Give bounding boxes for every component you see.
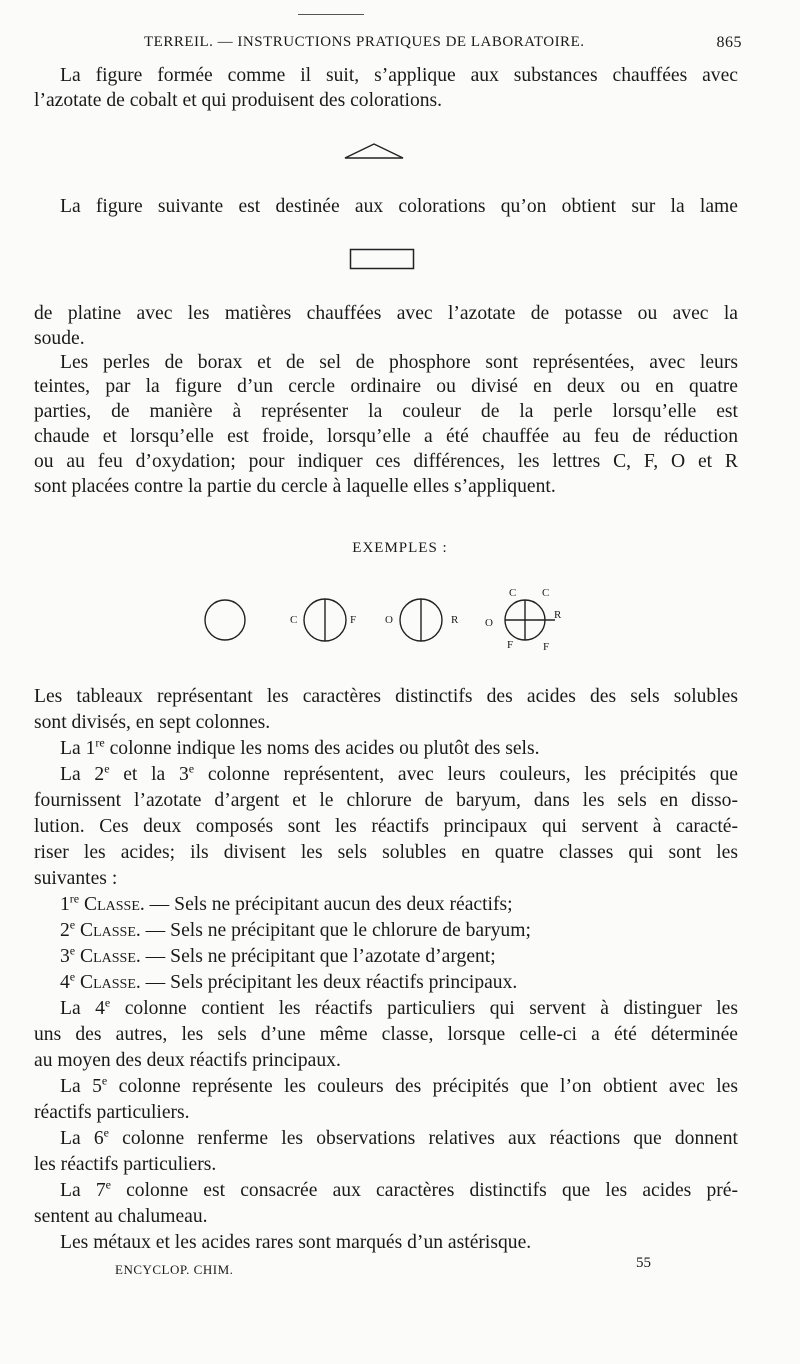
footer-imprint: ENCYCLOP. CHIM. — [115, 1262, 234, 1277]
signature-mark: 55 — [636, 1255, 651, 1271]
paragraph-line: Les tableaux représentant les caractères distinctifs des acides des sels solubles — [34, 686, 738, 707]
paragraph-line: Les perles de borax et de sel de phosphore sont représentées, avec leurs — [60, 352, 738, 373]
label-o: O — [485, 617, 493, 629]
paragraph-line: La 4e colonne contient les réactifs particuliers qui servent à distinguer les — [60, 995, 738, 1019]
examples-label: EXEMPLES : — [352, 540, 448, 556]
paragraph-line: La 7e colonne est consacrée aux caractères distinctifs que les acides pré- — [60, 1177, 738, 1201]
label-r: R — [554, 609, 562, 621]
paragraph-line: La figure formée comme il suit, s’applique aux substances chauffées avec — [60, 65, 738, 86]
label-f: F — [350, 614, 357, 626]
triangle-figure — [343, 141, 405, 161]
paragraph-line: lution. Ces deux composés sont les réactifs principaux qui servent à caracté- — [34, 816, 738, 837]
circle-quartered-figure — [485, 584, 565, 653]
page-header — [60, 34, 742, 58]
paragraph-line: les réactifs particuliers. — [34, 1154, 217, 1175]
label-f: F — [507, 639, 514, 651]
paragraph-line: sont divisés, en sept colonnes. — [34, 712, 271, 733]
paragraph-line: La figure suivante est destinée aux colorations qu’on obtient sur la lame — [60, 196, 738, 217]
circle-halved-cf-figure — [290, 596, 366, 644]
paragraph-line: La 1re colonne indique les noms des acides ou plutôt des sels. — [60, 735, 540, 759]
label-c: C — [542, 587, 550, 599]
class-item: 2e Classe. — Sels ne précipitant que le chlorure de baryum; — [60, 917, 531, 941]
paragraph-line: suivantes : — [34, 868, 118, 889]
top-rule — [298, 14, 364, 15]
paragraph-line: sentent au chalumeau. — [34, 1206, 208, 1227]
paragraph-line: uns des autres, les sels d’une même classe, lorsque celle-ci a été déterminée — [34, 1024, 738, 1045]
circle-halved-or-figure — [385, 596, 469, 644]
class-item: 1re Classe. — Sels ne précipitant aucun des deux réactifs; — [60, 891, 513, 915]
paragraph-line: sont placées contre la partie du cercle à laquelle elles s’appliquent. — [34, 476, 556, 497]
paragraph-line: soude. — [34, 328, 85, 349]
paragraph-line: La 2e et la 3e colonne représentent, avec leurs couleurs, les précipités que — [60, 761, 738, 785]
running-title: TERREIL. — INSTRUCTIONS PRATIQUES DE LABORATOIRE. — [144, 34, 585, 50]
label-f: F — [543, 641, 550, 653]
label-o: O — [385, 614, 393, 626]
label-c: C — [290, 614, 298, 626]
paragraph-line: fournissent l’azotate d’argent et le chlorure de baryum, dans les sels en disso- — [34, 790, 738, 811]
label-r: R — [451, 614, 459, 626]
paragraph-line: La 5e colonne représente les couleurs des précipités que l’on obtient avec les — [60, 1073, 738, 1097]
class-item: 3e Classe. — Sels ne précipitant que l’azotate d’argent; — [60, 943, 496, 967]
paragraph-line: réactifs particuliers. — [34, 1102, 190, 1123]
paragraph-line: au moyen des deux réactifs principaux. — [34, 1050, 341, 1071]
label-c: C — [509, 587, 517, 599]
page-number: 865 — [716, 34, 742, 51]
class-item: 4e Classe. — Sels précipitant les deux réactifs principaux. — [60, 969, 518, 993]
paragraph-line: chaude et lorsqu’elle est froide, lorsqu’elle a été chauffée au feu de réduction — [34, 426, 738, 447]
rectangle-figure — [349, 248, 415, 270]
circle-plain-figure — [203, 598, 247, 642]
paragraph-line: teintes, par la figure d’un cercle ordinaire ou divisé en deux ou en quatre — [34, 376, 738, 397]
paragraph-line: de platine avec les matières chauffées avec l’azotate de potasse ou avec la — [34, 303, 738, 324]
paragraph-line: l’azotate de cobalt et qui produisent des colorations. — [34, 90, 443, 111]
paragraph-line: parties, de manière à représenter la couleur de la perle lorsqu’elle est — [34, 401, 738, 422]
paragraph-line: Les métaux et les acides rares sont marqués d’un astérisque. — [60, 1232, 532, 1253]
paragraph-line: riser les acides; ils divisent les sels solubles en quatre classes qui sont les — [34, 842, 738, 863]
paragraph-line: La 6e colonne renferme les observations relatives aux réactions que donnent — [60, 1125, 738, 1149]
paragraph-line: ou au feu d’oxydation; pour indiquer ces différences, les lettres C, F, O et R — [34, 451, 738, 472]
